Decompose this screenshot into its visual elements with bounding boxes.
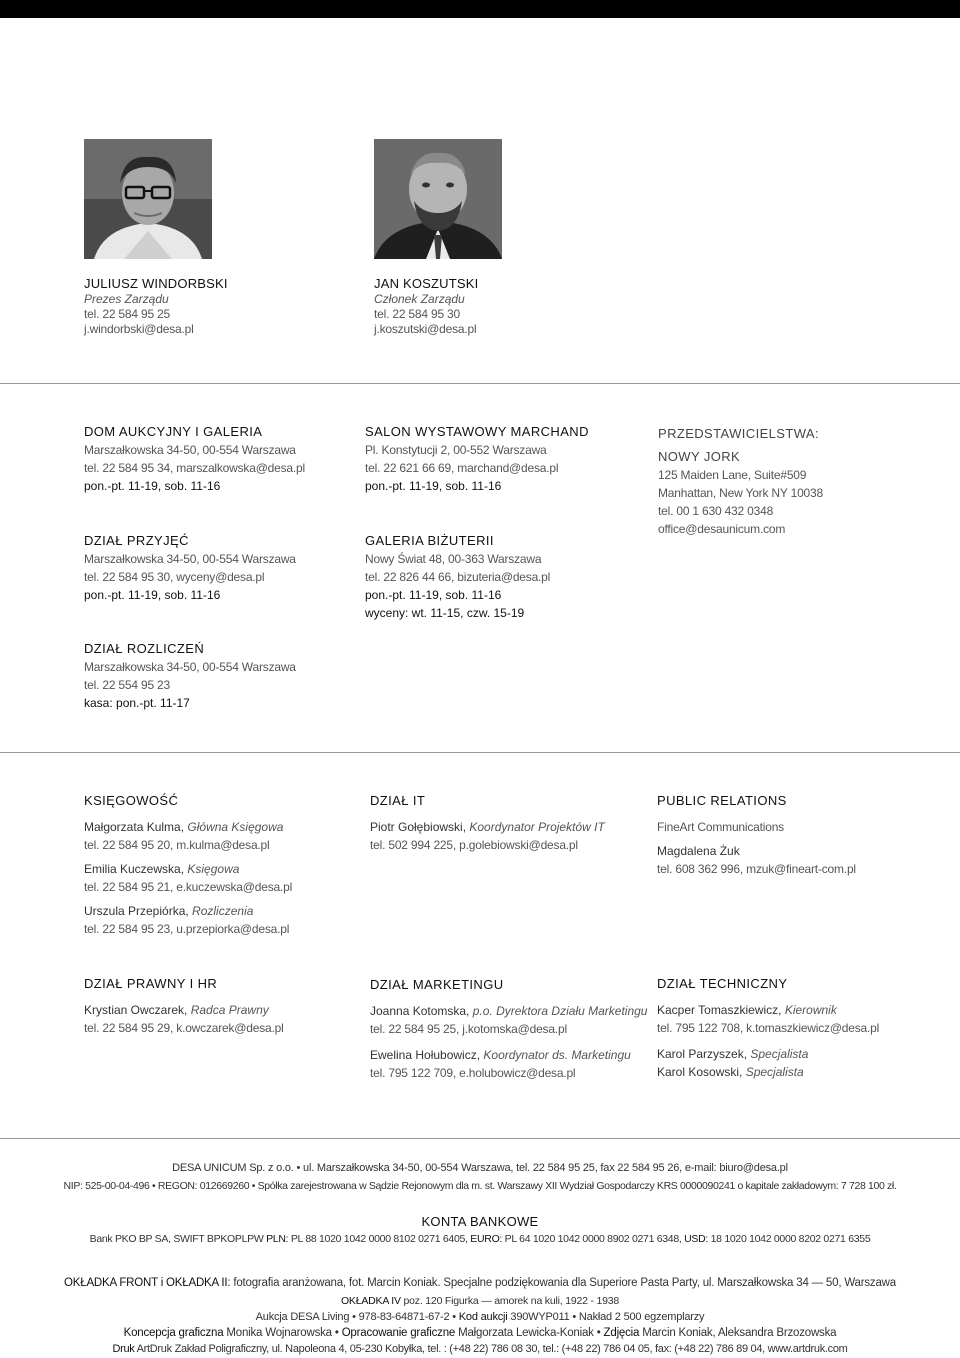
footer-legal-line: NIP: 525-00-04-496 • REGON: 012669260 • Spółka zarejestrowana w Sądzie Rejonowym dla m. st. Warszawy XII Wydział Gospodarczy KRS 0000090241 o kapitale zakładowym: 7 728 100 zł. [63, 1180, 897, 1192]
portrait-juliusz-windorbski [84, 139, 212, 259]
person-name: Małgorzata Kulma, [84, 820, 188, 834]
person-entry [657, 1001, 879, 1019]
section-title: DOM AUKCYJNY I GALERIA [84, 424, 263, 439]
section-title: DZIAŁ MARKETINGU [370, 977, 504, 992]
opening-hours: pon.-pt. 11-19, sob. 11-16 [365, 479, 502, 493]
section-title: GALERIA BIŻUTERII [365, 533, 494, 548]
person-role: Koordynator Projektów IT [469, 820, 605, 834]
person-entry [84, 902, 292, 920]
person-email[interactable]: j.windorbski@desa.pl [84, 322, 194, 336]
management-card-2 [374, 276, 478, 336]
pln-label: PLN: [266, 1233, 289, 1245]
auction-code-label: Kod aukcji [458, 1311, 508, 1323]
person-name: Joanna Kotomska, [370, 1004, 473, 1018]
person-contact: tel. 22 584 95 23, u.przepiorka@desa.pl [84, 922, 290, 936]
person-entry [84, 1001, 284, 1019]
person-name: JAN KOSZUTSKI [374, 276, 479, 291]
print-credits-line [0, 1343, 960, 1355]
section-dzial-techniczny [657, 976, 879, 1081]
design-credits-line [0, 1327, 960, 1339]
person-contact: tel. 795 122 708, k.tomaszkiewicz@desa.pl [657, 1021, 880, 1035]
person-email[interactable]: j.koszutski@desa.pl [374, 322, 477, 336]
contact: tel. 22 584 95 30, wyceny@desa.pl [84, 570, 265, 584]
person-name: Krystian Owczarek, [84, 1003, 191, 1017]
eur-account: PL 64 1020 1042 0000 8902 0271 6348, [502, 1233, 685, 1245]
person-name: Karol Kosowski, [657, 1065, 746, 1079]
cover-iv-label: OKŁADKA IV [340, 1295, 401, 1307]
email[interactable]: office@desaunicum.com [658, 522, 786, 536]
person-name: JULIUSZ WINDORBSKI [84, 276, 228, 291]
section-dzial-rozliczen [84, 640, 296, 712]
bank-accounts-line [0, 1233, 960, 1245]
person-contact: tel. 608 362 996, mzuk@fineart-com.pl [657, 862, 856, 876]
section-dzial-prawny [84, 976, 284, 1037]
person-role: Prezes Zarządu [84, 292, 169, 306]
contact: tel. 22 826 44 66, bizuteria@desa.pl [365, 570, 551, 584]
person-name: Karol Parzyszek, [657, 1047, 751, 1061]
section-title: DZIAŁ PRZYJĘĆ [84, 533, 189, 548]
contact: tel. 22 584 95 34, marszalkowska@desa.pl [84, 461, 305, 475]
concept-label: Koncepcja graficzna [123, 1327, 224, 1339]
section-title: PRZEDSTAWICIELSTWA: [658, 426, 819, 441]
address: Pl. Konstytucji 2, 00-552 Warszawa [365, 443, 547, 457]
usd-account: 18 1020 1042 0000 8202 0271 6355 [708, 1233, 871, 1245]
section-dom-aukcyjny [84, 423, 305, 495]
opening-hours: pon.-pt. 11-19, sob. 11-16 [365, 588, 502, 602]
person-role: Radca Prawny [190, 1003, 269, 1017]
person-name: Ewelina Hołubowicz, [370, 1048, 484, 1062]
person-role: Rozliczenia [192, 904, 254, 918]
person-phone: tel. 22 584 95 25 [84, 307, 171, 321]
person-entry [370, 1046, 647, 1064]
person-contact: tel. 22 584 95 25, j.kotomska@desa.pl [370, 1022, 567, 1036]
person-role: Główna Księgowa [187, 820, 284, 834]
person-entry [84, 860, 292, 878]
person-role: Księgowa [187, 862, 240, 876]
person-role: Specjalista [750, 1047, 809, 1061]
management-card-1 [84, 276, 228, 336]
section-title: SALON WYSTAWOWY MARCHAND [365, 424, 589, 439]
photos-label: Zdjęcia [603, 1327, 640, 1339]
cover-credits-line [0, 1277, 960, 1289]
eur-label: EURO: [470, 1233, 503, 1245]
section-salon-marchand [365, 423, 589, 495]
portrait-jan-koszutski [374, 139, 502, 259]
design-label: Opracowanie graficzne [341, 1327, 456, 1339]
contact: tel. 22 554 95 23 [84, 678, 171, 692]
person-role: Kierownik [784, 1003, 837, 1017]
section-title: DZIAŁ IT [370, 793, 426, 808]
opening-hours: kasa: pon.-pt. 11-17 [84, 696, 190, 710]
person-name: Magdalena Żuk [657, 844, 740, 858]
section-title: DZIAŁ TECHNICZNY [657, 976, 788, 991]
person-entry [84, 818, 292, 836]
section-galeria-bizuterii [365, 532, 550, 622]
person-entry [370, 818, 605, 836]
person-role: Członek Zarządu [374, 292, 465, 306]
print-label: Druk [112, 1343, 135, 1355]
address: Marszałkowska 34-50, 00-554 Warszawa [84, 443, 296, 457]
section-title: PUBLIC RELATIONS [657, 793, 787, 808]
person-name: Emilia Kuczewska, [84, 862, 188, 876]
person-name: Kacper Tomaszkiewicz, [657, 1003, 785, 1017]
person-entry [370, 1002, 647, 1020]
section-dzial-przyjec [84, 532, 296, 604]
top-black-bar [0, 0, 960, 18]
section-title: DZIAŁ ROZLICZEŃ [84, 641, 205, 656]
person-role: Koordynator ds. Marketingu [483, 1048, 631, 1062]
person-name: Urszula Przepiórka, [84, 904, 193, 918]
person-contact: tel. 795 122 709, e.holubowicz@desa.pl [370, 1066, 576, 1080]
address-line-2: Manhattan, New York NY 10038 [658, 486, 823, 500]
bank-accounts-title: KONTA BANKOWE [421, 1214, 539, 1229]
person-name: Piotr Gołębiowski, [370, 820, 470, 834]
person-contact: tel. 22 584 95 20, m.kulma@desa.pl [84, 838, 270, 852]
cover-iv-line [0, 1295, 960, 1307]
person-contact: tel. 502 994 225, p.golebiowski@desa.pl [370, 838, 578, 852]
auction-info-tail: 390WYP011 • Nakład 2 500 egzemplarzy [507, 1311, 705, 1323]
divider [0, 383, 960, 384]
person-entry [657, 1045, 879, 1063]
divider [0, 1138, 960, 1139]
pln-account: PL 88 1020 1042 0000 8102 0271 6405, [288, 1233, 471, 1245]
auction-info: Aukcja DESA Living • 978-83-64871-67-2 • [255, 1311, 459, 1323]
auction-line [0, 1311, 960, 1323]
cover-iv-text: poz. 120 Figurka — amorek na kuli, 1922 - 1938 [400, 1295, 620, 1307]
usd-label: USD: [684, 1233, 709, 1245]
cover-text: : fotografia aranżowana, fot. Marcin Koniak. Specjalne podziękowania dla Superiore Pasta Party, ul. Marszałkowska 34 — 50, Warszawa [227, 1277, 896, 1289]
city-name: NOWY JORK [658, 449, 741, 464]
divider [0, 752, 960, 753]
person-role: Specjalista [745, 1065, 804, 1079]
valuation-hours: wyceny: wt. 11-15, czw. 15-19 [365, 606, 525, 620]
address: Marszałkowska 34-50, 00-554 Warszawa [84, 552, 296, 566]
cover-label: OKŁADKA FRONT i OKŁADKA II [64, 1277, 228, 1289]
section-dzial-marketingu [370, 977, 647, 1082]
concept-value: Monika Wojnarowska • [223, 1327, 342, 1339]
person-entry [657, 1063, 879, 1081]
address-line-1: 125 Maiden Lane, Suite#509 [658, 468, 807, 482]
phone: tel. 00 1 630 432 0348 [658, 504, 774, 518]
opening-hours: pon.-pt. 11-19, sob. 11-16 [84, 479, 221, 493]
section-ksiegowosc [84, 793, 292, 938]
section-dzial-it [370, 793, 605, 854]
bank-prefix: Bank PKO BP SA, SWIFT BPKOPLPW [89, 1233, 267, 1245]
section-public-relations [657, 793, 856, 878]
section-przedstawicielstwa [658, 425, 823, 538]
person-contact: tel. 22 584 95 21, e.kuczewska@desa.pl [84, 880, 293, 894]
address: Nowy Świat 48, 00-363 Warszawa [365, 552, 542, 566]
person-role: p.o. Dyrektora Działu Marketingu [472, 1004, 648, 1018]
address: Marszałkowska 34-50, 00-554 Warszawa [84, 660, 296, 674]
print-value: ArtDruk Zakład Poligraficzny, ul. Napoleona 4, 05-230 Kobyłka, tel. : (+48 22) 786 08 30, tel.: (+48 22) 786 04 05, fax: (+48 22) 786 89 04, www.artdruk.com [134, 1343, 848, 1355]
section-title: DZIAŁ PRAWNY I HR [84, 976, 218, 991]
footer-company-line: DESA UNICUM Sp. z o.o. • ul. Marszałkowska 34-50, 00-554 Warszawa, tel. 22 584 95 25, fax 22 584 95 26, e-mail: biuro@desa.pl [172, 1162, 788, 1174]
person-phone: tel. 22 584 95 30 [374, 307, 461, 321]
opening-hours: pon.-pt. 11-19, sob. 11-16 [84, 588, 221, 602]
company-name: FineArt Communications [657, 820, 784, 834]
design-value: Małgorzata Lewicka-Koniak • [455, 1327, 604, 1339]
section-title: KSIĘGOWOŚĆ [84, 793, 179, 808]
person-contact: tel. 22 584 95 29, k.owczarek@desa.pl [84, 1021, 284, 1035]
contact: tel. 22 621 66 69, marchand@desa.pl [365, 461, 559, 475]
photos-value: Marcin Koniak, Aleksandra Brzozowska [639, 1327, 837, 1339]
